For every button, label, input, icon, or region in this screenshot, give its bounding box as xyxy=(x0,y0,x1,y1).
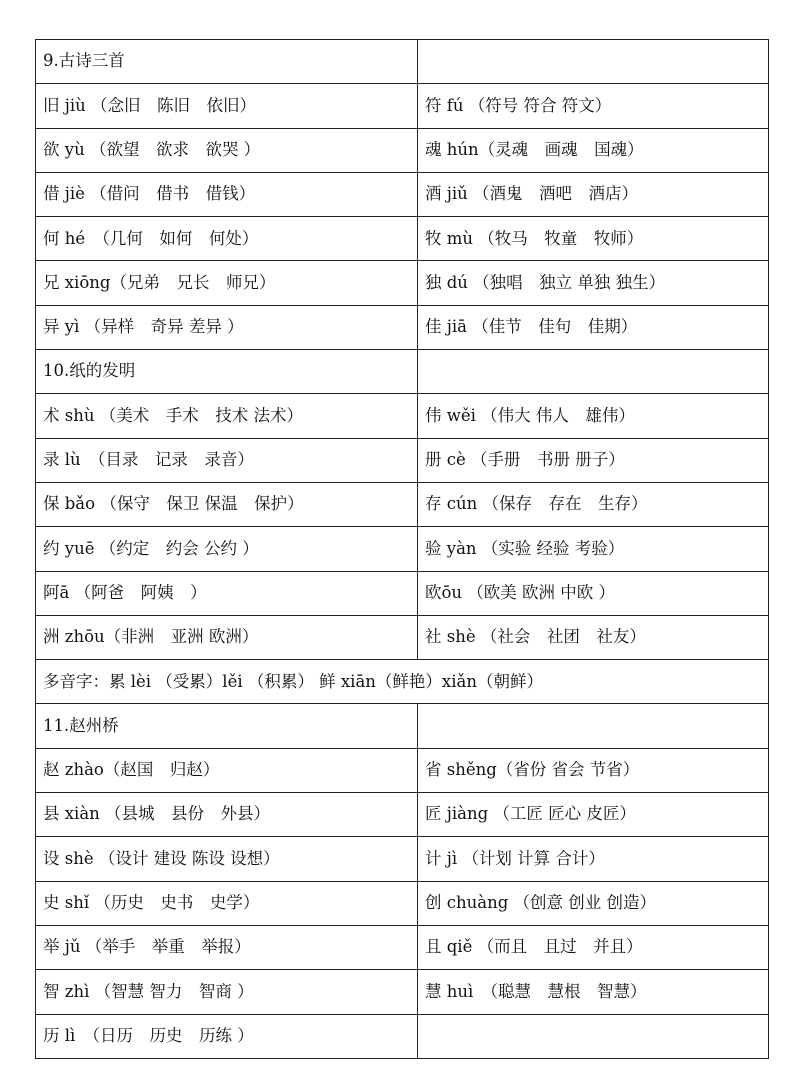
table-row xyxy=(36,217,769,261)
table-row xyxy=(36,261,769,305)
vocab-cell-left: 异 yì （异样 奇异 差异 ） xyxy=(36,305,418,349)
vocab-cell-right: 慧 huì （聪慧 慧根 智慧） xyxy=(418,970,769,1014)
vocab-cell-right: 伟 wěi （伟大 伟人 雄伟） xyxy=(418,394,769,438)
vocab-cell-left: 史 shǐ （历史 史书 史学） xyxy=(36,881,418,925)
vocab-cell-left: 录 lù （目录 记录 录音） xyxy=(36,438,418,482)
empty-cell xyxy=(418,40,769,84)
vocab-cell-right: 独 dú （独唱 独立 单独 独生） xyxy=(418,261,769,305)
vocab-cell-right xyxy=(418,1014,769,1058)
table-row xyxy=(36,394,769,438)
polyphonic-row xyxy=(36,660,769,704)
vocab-cell-left: 术 shù （美术 手术 技术 法术） xyxy=(36,394,418,438)
vocab-cell-right: 存 cún （保存 存在 生存） xyxy=(418,482,769,526)
lesson-title: 10.纸的发明 xyxy=(36,350,418,394)
vocab-cell-left: 历 lì （日历 历史 历练 ） xyxy=(36,1014,418,1058)
empty-cell xyxy=(418,704,769,748)
table-row xyxy=(36,925,769,969)
vocab-cell-left: 设 shè （设计 建设 陈设 设想） xyxy=(36,837,418,881)
lesson-heading-row xyxy=(36,350,769,394)
vocab-cell-right: 魂 hún（灵魂 画魂 国魂） xyxy=(418,128,769,172)
table-row xyxy=(36,970,769,1014)
lesson-title: 9.古诗三首 xyxy=(36,40,418,84)
vocab-cell-left: 县 xiàn （县城 县份 外县） xyxy=(36,793,418,837)
polyphonic-note: 多音字：累 lèi （受累）lěi （积累） 鲜 xiān（鲜艳）xiǎn（朝鲜） xyxy=(36,660,769,704)
table-row xyxy=(36,837,769,881)
vocab-cell-right: 佳 jiā （佳节 佳句 佳期） xyxy=(418,305,769,349)
vocab-cell-left: 保 bǎo （保守 保卫 保温 保护） xyxy=(36,482,418,526)
table-row xyxy=(36,748,769,792)
vocab-cell-right: 创 chuàng （创意 创业 创造） xyxy=(418,881,769,925)
vocab-cell-left: 借 jiè （借问 借书 借钱） xyxy=(36,172,418,216)
vocab-cell-right: 符 fú （符号 符合 符文） xyxy=(418,84,769,128)
vocab-cell-left: 赵 zhào（赵国 归赵） xyxy=(36,748,418,792)
vocab-cell-right: 欧ōu （欧美 欧洲 中欧 ） xyxy=(418,571,769,615)
vocab-cell-right: 册 cè （手册 书册 册子） xyxy=(418,438,769,482)
table-row xyxy=(36,1014,769,1058)
table-row xyxy=(36,84,769,128)
vocab-cell-left: 洲 zhōu（非洲 亚洲 欧洲） xyxy=(36,615,418,659)
vocab-cell-right: 计 jì （计划 计算 合计） xyxy=(418,837,769,881)
vocab-cell-left: 智 zhì （智慧 智力 智商 ） xyxy=(36,970,418,1014)
table-row xyxy=(36,305,769,349)
vocab-cell-left: 何 hé （几何 如何 何处） xyxy=(36,217,418,261)
table-row xyxy=(36,172,769,216)
vocabulary-table xyxy=(35,39,769,1059)
table-row xyxy=(36,128,769,172)
vocab-cell-right: 验 yàn （实验 经验 考验） xyxy=(418,527,769,571)
vocab-cell-right: 省 shěng（省份 省会 节省） xyxy=(418,748,769,792)
vocabulary-table-body xyxy=(36,40,769,1059)
table-row xyxy=(36,571,769,615)
vocab-cell-right: 社 shè （社会 社团 社友） xyxy=(418,615,769,659)
vocab-cell-right: 且 qiě （而且 且过 并且） xyxy=(418,925,769,969)
table-row xyxy=(36,482,769,526)
lesson-heading-row xyxy=(36,40,769,84)
table-row xyxy=(36,881,769,925)
table-row xyxy=(36,438,769,482)
vocab-cell-left: 欲 yù （欲望 欲求 欲哭 ） xyxy=(36,128,418,172)
vocab-cell-left: 旧 jiù （念旧 陈旧 依旧） xyxy=(36,84,418,128)
table-row xyxy=(36,615,769,659)
lesson-title: 11.赵州桥 xyxy=(36,704,418,748)
vocab-cell-right: 匠 jiàng （工匠 匠心 皮匠） xyxy=(418,793,769,837)
vocab-cell-right: 酒 jiǔ （酒鬼 酒吧 酒店） xyxy=(418,172,769,216)
table-row xyxy=(36,527,769,571)
vocab-cell-right: 牧 mù （牧马 牧童 牧师） xyxy=(418,217,769,261)
vocab-cell-left: 举 jǔ （举手 举重 举报） xyxy=(36,925,418,969)
lesson-heading-row xyxy=(36,704,769,748)
vocab-cell-left: 阿ā （阿爸 阿姨 ） xyxy=(36,571,418,615)
table-row xyxy=(36,793,769,837)
empty-cell xyxy=(418,350,769,394)
vocab-cell-left: 约 yuē （约定 约会 公约 ） xyxy=(36,527,418,571)
vocab-cell-left: 兄 xiōng（兄弟 兄长 师兄） xyxy=(36,261,418,305)
